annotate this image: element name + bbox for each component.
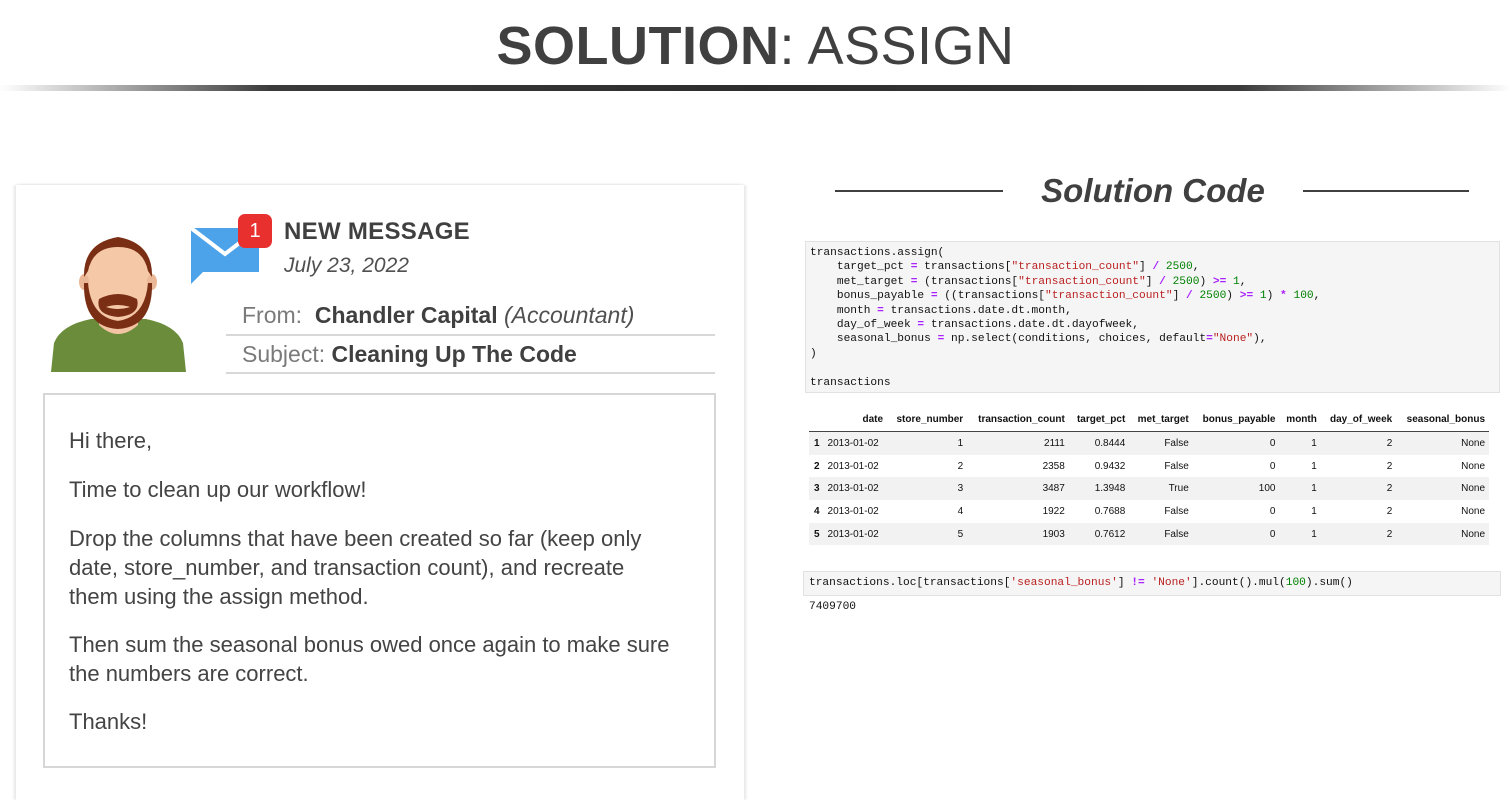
table-cell: None [1396,523,1489,546]
table-cell: 1 [887,432,967,455]
column-header: seasonal_bonus [1396,410,1489,432]
code-output: 7409700 [809,601,856,613]
subject-line [242,341,577,368]
output-table [809,410,1489,545]
from-name: Chandler Capital [314,302,498,328]
table-cell: 2 [1386,505,1393,517]
row-index: 4 [813,505,820,517]
table-cell: 2 [1321,523,1396,546]
row-index: 1 [809,432,824,455]
table-row [809,455,1489,478]
table-cell: 2 [1321,432,1396,455]
table-cell: 1 [1279,523,1320,546]
column-header: store_number [887,410,967,432]
table-row [809,523,1489,546]
notification-badge: 1 [238,214,272,248]
table-cell: None [1396,432,1489,455]
from-role: (Accountant) [504,302,635,328]
from-line [242,302,634,329]
solution-title-rule-right [1303,190,1469,192]
table-cell: 2111 [967,432,1069,455]
table-cell: False [1164,505,1189,517]
table-cell: 0.7612 [1069,523,1129,546]
column-header: transaction_count [967,410,1069,432]
table-cell: 0 [1269,460,1276,472]
table-cell: False [1164,460,1189,472]
table-cell: 0.7688 [1094,505,1126,517]
table-cell: 1.3948 [1069,477,1129,500]
column-header: month [1279,410,1320,432]
row-index: 3 [809,477,824,500]
table-cell: 3487 [967,477,1069,500]
title-bold: SOLUTION [496,16,780,76]
subject-divider [226,372,715,374]
body-paragraph: Drop the columns that have been created so far (keep only date, store_number, and transaction count), and recreate them using the assign method. [69,526,642,609]
column-header: target_pct [1069,410,1129,432]
header-divider [226,334,715,336]
table-cell: 1 [1311,505,1317,517]
table-cell: 2013-01-02 [827,460,879,472]
body-signoff: Thanks! [69,709,148,734]
table-cell: 0.8444 [1069,432,1129,455]
subject-text: Cleaning Up The Code [331,341,577,367]
table-cell: 2 [1321,477,1396,500]
table-cell: 2358 [1042,460,1065,472]
table-cell: 0 [1269,505,1276,517]
table-cell: 2013-01-02 [827,505,879,517]
avatar-icon [51,225,186,372]
message-date: July 23, 2022 [284,254,409,277]
table-cell: 2013-01-02 [824,477,887,500]
subject-label: Subject: [242,341,326,367]
column-header: date [824,410,887,432]
table-cell: 0 [1193,432,1280,455]
code-cell[interactable]: transactions.assign( target_pct = transactions["transaction_count"] / 2500, met_target = (transactions["transaction_count"] / 2500) >= 1, bonus_payable = ((transactions["transaction_count"] / 2500) >= 1) * 100, month = transactions.date.dt.month, day_of_week = transactions.date.dt.dayofweek, seasonal_bonus = np.select(conditions, choices, default="None"), ) transactions [805,241,1500,393]
table-cell: None [1396,477,1489,500]
title-divider [0,85,1511,91]
table-cell: False [1129,432,1192,455]
new-message-heading: NEW MESSAGE [284,218,470,245]
table-body [809,432,1489,546]
table-cell: 0.9432 [1094,460,1126,472]
column-header: bonus_payable [1193,410,1280,432]
table-cell: 1 [1311,460,1317,472]
table-cell: 5 [887,523,967,546]
row-index: 5 [809,523,824,546]
solution-title: Solution Code [1041,172,1265,209]
title-rest: : ASSIGN [779,16,1015,76]
table-cell: False [1129,523,1192,546]
column-header: day_of_week [1321,410,1396,432]
table-cell: 100 [1193,477,1280,500]
table-cell: 2 [957,460,964,472]
table-cell: True [1129,477,1192,500]
body-paragraph: Time to clean up our workflow! [69,477,367,502]
table-header-row [809,410,1489,432]
body-paragraph: Then sum the seasonal bonus owed once again to make sure the numbers are correct. [69,632,670,686]
table-cell: 1 [1279,477,1320,500]
table-cell: 1903 [967,523,1069,546]
table-cell: 3 [887,477,967,500]
table-row [809,500,1489,523]
table-cell: 0 [1193,523,1280,546]
table-row [809,432,1489,455]
table-cell: 2013-01-02 [824,432,887,455]
index-header [809,410,824,432]
from-label: From: [242,302,303,328]
table-row [809,477,1489,500]
table-cell: 4 [957,505,964,517]
table-cell: 2013-01-02 [824,523,887,546]
body-greeting: Hi there, [69,428,153,453]
page-title [0,14,1511,78]
code-cell-2[interactable]: transactions.loc[transactions['seasonal_bonus'] != 'None'].count().mul(100).sum() [803,571,1501,596]
row-index: 2 [813,460,820,472]
table-cell: 2 [1386,460,1393,472]
table-cell: None [1461,505,1485,517]
table-cell: 1 [1279,432,1320,455]
solution-title-rule-left [835,190,1003,192]
table-cell: 1922 [1042,505,1065,517]
table-cell: None [1461,460,1485,472]
column-header: met_target [1129,410,1192,432]
